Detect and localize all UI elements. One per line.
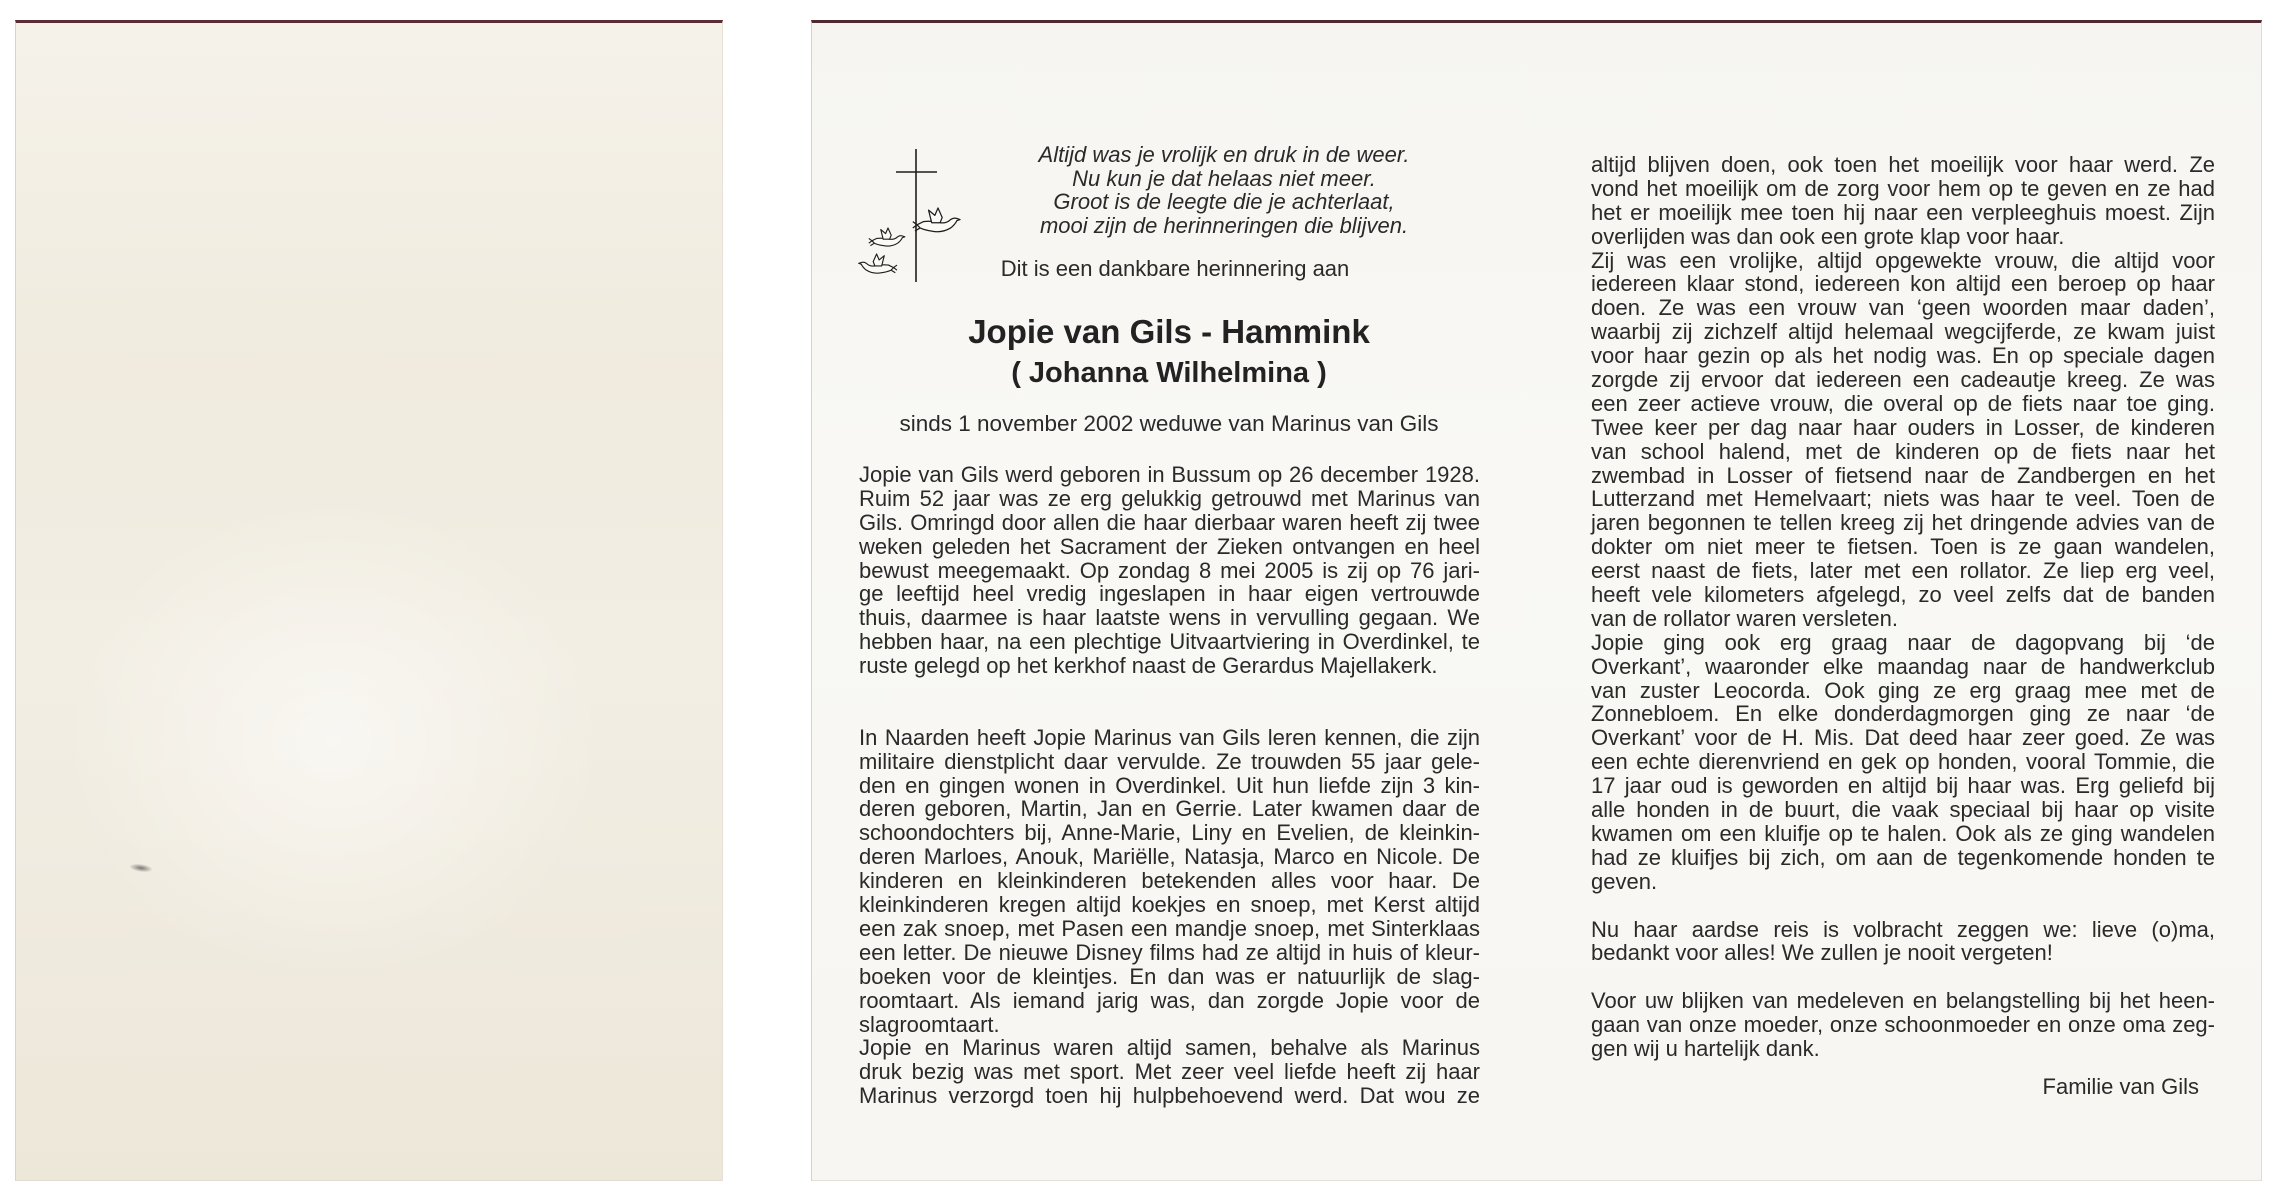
text-line: iedereen klaar stond, iedereen kon altijd een beroep op haar <box>1591 271 2215 297</box>
text-line: Lutterzand met Hemelvaart; niets was haar te veel. Toen de <box>1591 486 2215 512</box>
text-line: slagroomtaart. <box>859 1011 1000 1037</box>
deceased-name: Jopie van Gils - Hammink <box>968 313 1370 350</box>
text-line: gaan van onze moeder, onze schoonmoeder en onze oma zeg- <box>1591 1012 2215 1038</box>
text-line: Overkant’ voor de H. Mis. Dat deed haar zeer goed. Ze was <box>1591 725 2215 751</box>
text-line: Zij was een vrolijke, altijd opgewekte vrouw, die altijd voor <box>1591 247 2215 273</box>
text-line: hebben haar, na een plechtige Uitvaartviering in Overdinkel, te <box>859 629 1480 655</box>
text-line: thuis, daarmee is haar laatste wens in vervulling gegaan. We <box>859 605 1480 631</box>
text-line: zwembad in Losser of fietsend naar de Zandbergen en het <box>1591 462 2215 488</box>
text-line: zorgde zij ervoor dat iedereen een cadeautje kreeg. Ze was <box>1591 367 2215 393</box>
right-text-column <box>1591 153 2215 1099</box>
biography-continued <box>1591 153 2215 894</box>
text-line: Marinus verzorgd toen hij hulpbehoevend werd. Dat wou ze <box>859 1083 1480 1109</box>
text-line: schoondochters bij, Anne-Marie, Liny en Evelien, de kleinkin- <box>859 820 1480 846</box>
poem-line: Groot is de leegte die je achterlaat, <box>1053 189 1395 215</box>
text-line: roomtaart. Als iemand jarig was, dan zorgde Jopie voor de <box>859 987 1480 1013</box>
text-line: Ruim 52 jaar was ze erg gelukkig getrouwd met Marinus van <box>859 485 1480 511</box>
intro-text: Dit is een dankbare herinnering aan <box>1000 256 1350 281</box>
text-line: Twee keer per dag naar haar ouders in Losser, de kinderen <box>1591 414 2215 440</box>
poem-line: Altijd was je vrolijk en druk in de weer. <box>1038 142 1410 167</box>
text-line: Voor uw blijken van medeleven en belangstelling bij het heen- <box>1591 988 2215 1014</box>
text-line: ge leeftijd heel vredig ingeslapen in haar eigen vertrouwde <box>859 581 1480 607</box>
text-line: overlijden was dan ook een grote klap voor haar. <box>1591 223 2065 249</box>
text-line: een zeer actieve vrouw, die overal op de fiets naar toe ging. <box>1591 390 2215 416</box>
text-line: een echte dierenvriend en gek op honden, vooral Tommie, die <box>1591 749 2215 775</box>
paragraph <box>1591 989 2215 1061</box>
paragraph <box>1591 631 2215 894</box>
text-line: Nu haar aardse reis is volbracht zeggen we: lieve (o)ma, <box>1591 916 2215 942</box>
text-line: een zak snoep, met Pasen een mandje snoep, met Sinterklaas <box>859 915 1480 941</box>
text-line: het er moeilijk mee toen hij naar een verpleeghuis moest. Zijn <box>1591 199 2215 225</box>
text-line: dokter om niet meer te fietsen. Toen is ze gaan wandelen, <box>1591 534 2215 560</box>
memorial-poem <box>924 143 1524 238</box>
text-line: Jopie ging ook erg graag naar de dagopvang bij ‘de <box>1591 629 2215 655</box>
text-line: had ze kluifjes bij zich, om aan de tegenkomende honden te <box>1591 844 2215 870</box>
paragraph <box>859 1036 1480 1108</box>
text-line: van de rollator waren versleten. <box>1591 605 1898 631</box>
text-line: 17 jaar oud is geworden en altijd bij haar was. Erg geliefd bij <box>1591 773 2215 799</box>
paragraph <box>859 726 1480 1037</box>
given-names: ( Johanna Wilhelmina ) <box>1011 357 1327 389</box>
closing-section <box>1591 918 2215 1061</box>
text-line: bewust meegemaakt. Op zondag 8 mei 2005 is zij op 76 jari- <box>859 557 1480 583</box>
left-card-panel <box>15 20 723 1181</box>
text-line: van zuster Leocorda. Ook ging ze erg graag mee met de <box>1591 677 2215 703</box>
text-line: voor haar gezin op als het nodig was. En op speciale dagen <box>1591 343 2215 369</box>
text-line: druk bezig was met sport. Met zeer veel liefde heeft zij haar <box>859 1059 1480 1085</box>
text-line: ruste gelegd op het kerkhof naast de Gerardus Majellakerk. <box>859 653 1438 679</box>
text-line: deren geboren, Martin, Jan en Gerrie. Later kwamen daar de <box>859 796 1480 822</box>
text-line: een letter. De nieuwe Disney films had ze altijd in huis of kleur- <box>859 939 1480 965</box>
text-line: kwamen om een kluifje op te halen. Ook als ze ging wandelen <box>1591 820 2215 846</box>
text-line: Zonnebloem. En elke donderdagmorgen ging ze naar ‘de <box>1591 701 2215 727</box>
widow-note: sinds 1 november 2002 weduwe van Marinus van Gils <box>899 411 1439 436</box>
dove-icon <box>869 228 905 246</box>
poem-line: mooi zijn de herinneringen die blijven. <box>1039 213 1409 239</box>
text-line: In Naarden heeft Jopie Marinus van Gils leren kennen, die zijn <box>859 724 1480 750</box>
paragraph <box>1591 153 2215 249</box>
text-line: doen. Ze was een vrouw van ‘geen woorden maar daden’, <box>1591 295 2215 321</box>
paragraph <box>1591 249 2215 631</box>
text-line: kinderen en kleinkinderen betekenden alles voor haar. De <box>859 868 1480 894</box>
text-line: gen wij u hartelijk dank. <box>1591 1035 1820 1061</box>
text-line: boeken voor de kleintjes. En dan was er natuurlijk de slag- <box>859 963 1480 989</box>
text-line: heeft vele kilometers afgelegd, zo veel zelfs dat de banden <box>1591 582 2215 608</box>
text-line: Gils. Omringd door allen die haar dierbaar waren heeft zij twee <box>859 509 1480 535</box>
text-line: eerst naast de fiets, later met een rollator. Ze liep erg veel, <box>1591 558 2215 584</box>
text-line: waarbij zij zichzelf altijd helemaal wegcijferde, ze kwam juist <box>1591 319 2215 345</box>
text-line: Jopie en Marinus waren altijd samen, behalve als Marinus <box>859 1035 1480 1061</box>
left-text-column <box>859 463 1480 1108</box>
text-line: weken geleden het Sacrament der Zieken ontvangen en heel <box>859 533 1480 559</box>
text-line: militaire dienstplicht daar vervulde. Ze trouwden 55 jaar gele- <box>859 748 1480 774</box>
paragraph <box>1591 918 2215 966</box>
text-line: deren Marloes, Anouk, Mariëlle, Natasja, Marco en Nicole. De <box>859 844 1480 870</box>
text-line: Jopie van Gils werd geboren in Bussum op 26 december 1928. <box>859 462 1480 487</box>
text-line: alle honden in de buurt, die vaak speciaal bij haar op visite <box>1591 797 2215 823</box>
poem-line: Nu kun je dat helaas niet meer. <box>1072 165 1376 191</box>
text-line: Overkant’, waaronder elke maandag naar de handwerkclub <box>1591 653 2215 679</box>
text-line: kleinkinderen kregen altijd koekjes en snoep, met Kerst altijd <box>859 892 1480 918</box>
text-line: altijd blijven doen, ook toen het moeilijk voor haar werd. Ze <box>1591 152 2215 177</box>
text-line: den en gingen wonen in Overdinkel. Uit hun liefde zijn 3 kin- <box>859 772 1480 798</box>
text-line: van school halend, met de kinderen op de fiets naar het <box>1591 438 2215 464</box>
signature: Familie van Gils <box>2042 1073 2199 1099</box>
text-line: geven. <box>1591 868 1658 894</box>
text-line: vond het moeilijk om de zorg voor hem op te geven en ze had <box>1591 175 2215 201</box>
text-line: bedankt voor alles! We zullen je nooit vergeten! <box>1591 940 2053 966</box>
paragraph <box>859 463 1480 678</box>
text-line: jaren begonnen te tellen kreeg zij het dringende advies van de <box>1591 510 2215 536</box>
